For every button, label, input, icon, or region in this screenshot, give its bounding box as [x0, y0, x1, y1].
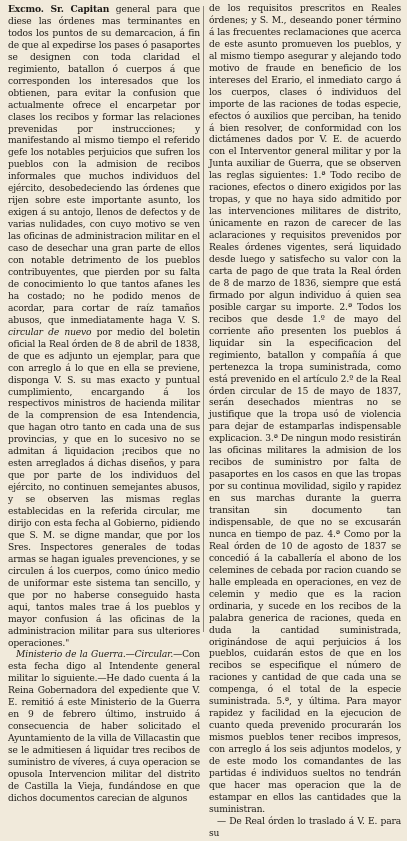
left-column [8, 4, 200, 804]
paragraph [8, 650, 200, 805]
text-run: de los requisitos prescritos en Reales órdenes; y S. M., deseando poner término á las frecuentes reclamaciones que acerca de este asunto promueven los pueblos, y al mismo tiempo asegurar y alejando todo motivo de fraude en beneficio de los intereses del Erario, el inmediato cargo á los cuerpos, clases ó individuos del importe de las raciones de todas especie, efectos ó auxilios que perciban, ha tenido á bien resolver, de conformidad con los dictámenes dados por V. E. de acuerdo con el Interventor general militar y por la Junta auxiliar de Guerra, que se observen las reglas siguientes: 1.ª Todo recibo de raciones, efectos o dinero exigidos por las tropas, y que no haya sido admitido por las intervenciones militares de distrito, únicamente en razon de carecer de las aclaraciones y requisitos prevenidos por Reales órdenes vigentes, será liquidado desde luego y satisfecho su valor con la carta de pago de que trata la Real órden de 8 de marzo de 1836, siempre que está firmado por algun individuo á quien sea posible cargar su importe. 2.ª Todos los recibos que desde 1.º de mayo del corriente año presenten los pueblos á liquidar sin la especificacion del regimiento, batallon y compañía á que pertenezca la tropa suministrada, como está prevenido en el artículo 2.º de la Real órden circular de 15 de mayo de 1837, serán desechados mientras no se justifique que la tropa usó de violencia para dejar de estamparlas indispensable explicacion. 3.ª De ningun modo resistirán las oficinas militares la admision de los recibos de suministro por falta de pasaportes en los casos en que las tropas por su continua movilidad, sigilo y rapidez en sus marchas durante la guerra transitan sin documento tan indispensable, de que no se excusarán nunca en tiempo de paz. 4.ª Como por la Real órden de 10 de agosto de 1837 se concedió á la caballería el abono de los celemines de cebada por racion cuando se halle empleada en operaciones, en vez de celemin y medio que es la racion ordinaria, y sucede en los recibos de la palabra generica de raciones, queda en duda la cantidad suministrada, originándose de aqui perjuicios á los pueblos, cuidarán estos de que en los recibos se especifique el número de raciones y cantidad de que cada una se compenga, ó el total de la especie suministrada. 5.ª, y última. Para mayor rapidez y facilidad en la ejecucion de cuanto queda prevenido procurarán los mismos pueblos tener recibos impresos, con arreglo á los seis adjuntos modelos, y de este modo los comandantes de las partidas é individuos sueltos no tendrán que hacer mas operacion que la de estampar en ellos las cantidades que la suministran. [209, 4, 401, 815]
paragraph [8, 4, 200, 650]
text-run: circular de nuevo [8, 327, 92, 338]
text-run: Excmo. Sr. Capitan [8, 4, 110, 15]
text-run: por medio del boletin oficial la Real órden de 8 de abril de 1838, de que es adjunto un ejemplar, para que con arreglo á lo que en ella se previene, disponga V. S. su mas exacto y puntual cumplimiento, encargando á los respectivos ministros de hacienda militar de la comprension de esa Intendencia, que hagan otro tanto en cada una de sus provincias, y que en lo sucesivo no se admitan á liquidacion ¡recibos que no esten arreglados á dichas diseños, y para que por parte de los individuos del ejército, no continuen semejantes abusos, y se observen las mismas reglas establecidas en la referida circular, me dirijo con esta fecha al Gobierno, pidiendo que S. M. se digne mandar, que por los Sres. Inspectores generales de todas armas se hagan iguales prevenciones, y se circulen á los cuerpos, como único medio de uniformar este sistema tan sencillo, y que por no haberse conseguido hasta aqui, tantos males trae á los pueblos y mayor confusion á las oficinas de la administracion militar para sus ulteriores operaciones." [8, 327, 200, 649]
text-run: Ministerio de la Guerra.—Circular.— [16, 650, 183, 661]
paragraph [209, 4, 401, 817]
text-run: general para que diese las órdenes mas terminantes en todos los puntos de su demarcacion, á fin de que al expedirse los pases ó pasaportes se designen con toda claridad el regimiento, batallon ó cuerpos á que corresponden los interesados que los obtienen, para evitar la confusion que actualmente ofrece el encarpetar por clases los recibos y formar las relaciones prevenidas por instrucciones; y manifestando al mismo tiempo el referido gefe los notables perjuicios que sufren los pueblos con la admision de recibos informales que muchos individuos del ejército, desobedeciendo las órdenes que rijen sobre este importante asunto, los exigen á su antojo, llenos de defectos y de varias nulidades, con cuyo motivo se ven las oficinas de administracion militar en el caso de desechar una gran parte de ellos con notable detrimento de los pueblos contribuyentes, que pierden por su falta de conocimiento lo que tantos afanes les ha costado; no he podido menos de acordar, para cortar de raíz tamaños abusos, que inmediatamente haga V. S. [8, 5, 200, 326]
text-run: Con esta fecha digo al Intendente general militar lo siguiente.—He dado cuenta á la Reina Gobernadora del expediente que V. E. remitió á este Ministerio de la Guerra en 9 de febrero último, instruido á consecuencia de haber solicitado el Ayuntamiento de la villa de Villacastin que se le admitiesen á liquidar tres recibos de suministro de víveres, á cuya operacion se opusola Intervencion militar del distrito de Castilla la Vieja, fundándose en que dichos documentos carecian de algunos [8, 650, 200, 804]
text-run: — De Real órden lo traslado á V. E. para su [209, 816, 401, 839]
paragraph [209, 817, 401, 841]
column-divider [203, 6, 204, 632]
right-column [209, 4, 401, 839]
